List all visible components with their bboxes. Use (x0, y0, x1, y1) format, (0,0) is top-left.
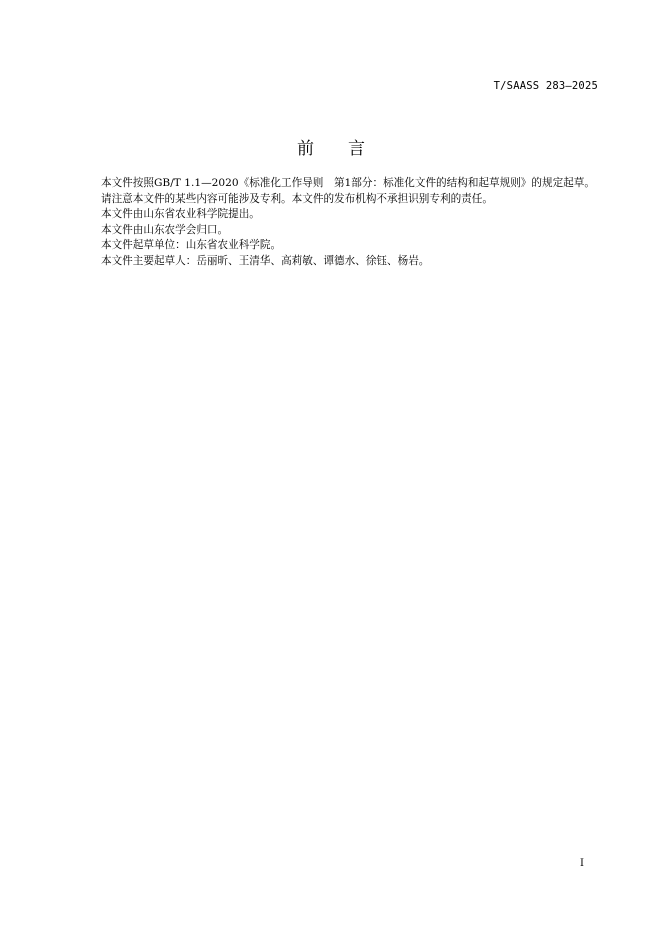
paragraph-proposer: 本文件由山东省农业科学院提出。 (101, 208, 260, 220)
paragraph-main-drafters: 本文件主要起草人：岳丽昕、王清华、高莉敏、谭德水、徐钰、杨岩。 (101, 254, 430, 267)
paragraph-drafting-rules: 本文件按照GB/T 1.1—2020《标准化工作导则 第1部分：标准化文件的结构和起草规则》的规定起草。 (101, 177, 595, 189)
paragraph-patent-notice: 请注意本文件的某些内容可能涉及专利。本文件的发布机构不承担识别专利的责任。 (101, 192, 493, 205)
page-number: I (580, 858, 584, 869)
paragraph-centralized-by: 本文件由山东农学会归口。 (101, 223, 229, 236)
paragraph-drafting-unit: 本文件起草单位：山东省农业科学院。 (101, 239, 282, 251)
page-title: 前言 (297, 139, 399, 159)
foreword-body (80, 176, 600, 269)
document-code: T/SAASS 283—2025 (493, 80, 598, 92)
